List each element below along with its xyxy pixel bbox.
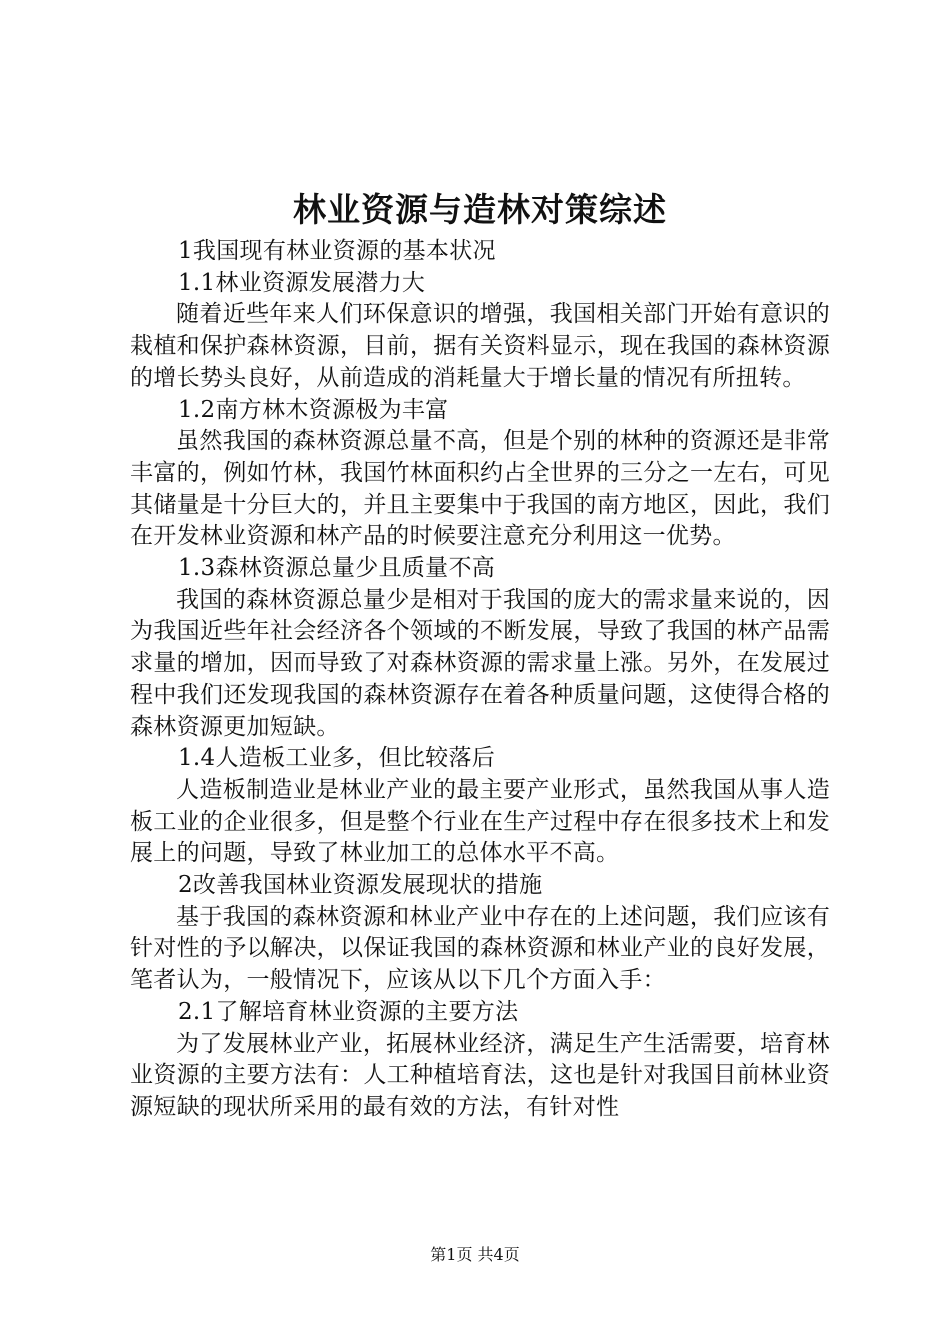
- section-heading-1: 1我国现有林业资源的基本状况: [178, 238, 496, 264]
- subsection-heading-1-2: 1.2南方林木资源极为丰富: [178, 396, 449, 423]
- subsection-heading-1-4: 1.4人造板工业多，但比较落后: [178, 745, 496, 772]
- document-title: 林业资源与造林对策综述: [293, 190, 667, 229]
- paragraph-2: 基于我国的森林资源和林业产业中存在的上述问题，我们应该有针对性的予以解决，以保证我国的森林资源和林业产业的良好发展，笔者认为，一般情况下，应该从以下几个方面入手：: [130, 903, 830, 994]
- document-body: [130, 188, 830, 1124]
- section-heading-2: 2改善我国林业资源发展现状的措施: [178, 872, 543, 899]
- paragraph-1-1: 随着近些年来人们环保意识的增强，我国相关部门开始有意识的栽植和保护森林资源，目前，据有关资料显示，现在我国的森林资源的增长势头良好，从前造成的消耗量大于增长量的情况有所扭转。: [130, 301, 830, 391]
- subsection-heading-1-3: 1.3森林资源总量少且质量不高: [178, 555, 496, 582]
- subsection-heading-2-1: 2.1了解培育林业资源的主要方法: [178, 998, 519, 1025]
- paragraph-1-4: 人造板制造业是林业产业的最主要产业形式，虽然我国从事人造板工业的企业很多，但是整个行业在生产过程中存在很多技术上和发展上的问题，导致了林业加工的总体水平不高。: [130, 776, 830, 867]
- paragraph-1-3: 我国的森林资源总量少是相对于我国的庞大的需求量来说的，因为我国近些年社会经济各个领域的不断发展，导致了我国的林产品需求量的增加，因而导致了对森林资源的需求量上涨。另外，在发展过程中我们还发现我国的森林资源存在着各种质量问题，这使得合格的森林资源更加短缺。: [130, 586, 830, 740]
- paragraph-1-2: 虽然我国的森林资源总量不高，但是个别的林种的资源还是非常丰富的，例如竹林，我国竹林面积约占全世界的三分之一左右，可见其储量是十分巨大的，并且主要集中于我国的南方地区，因此，我们在开发林业资源和林产品的时候要注意充分利用这一优势。: [130, 428, 830, 550]
- page-number-footer: 第1页 共4页: [430, 1245, 520, 1264]
- paragraph-2-1: 为了发展林业产业，拓展林业经济，满足生产生活需要，培育林业资源的主要方法有：人工种植培育法，这也是针对我国目前林业资源短缺的现状所采用的最有效的方法，有针对性: [130, 1030, 830, 1120]
- subsection-heading-1-1: 1.1林业资源发展潜力大: [178, 269, 426, 296]
